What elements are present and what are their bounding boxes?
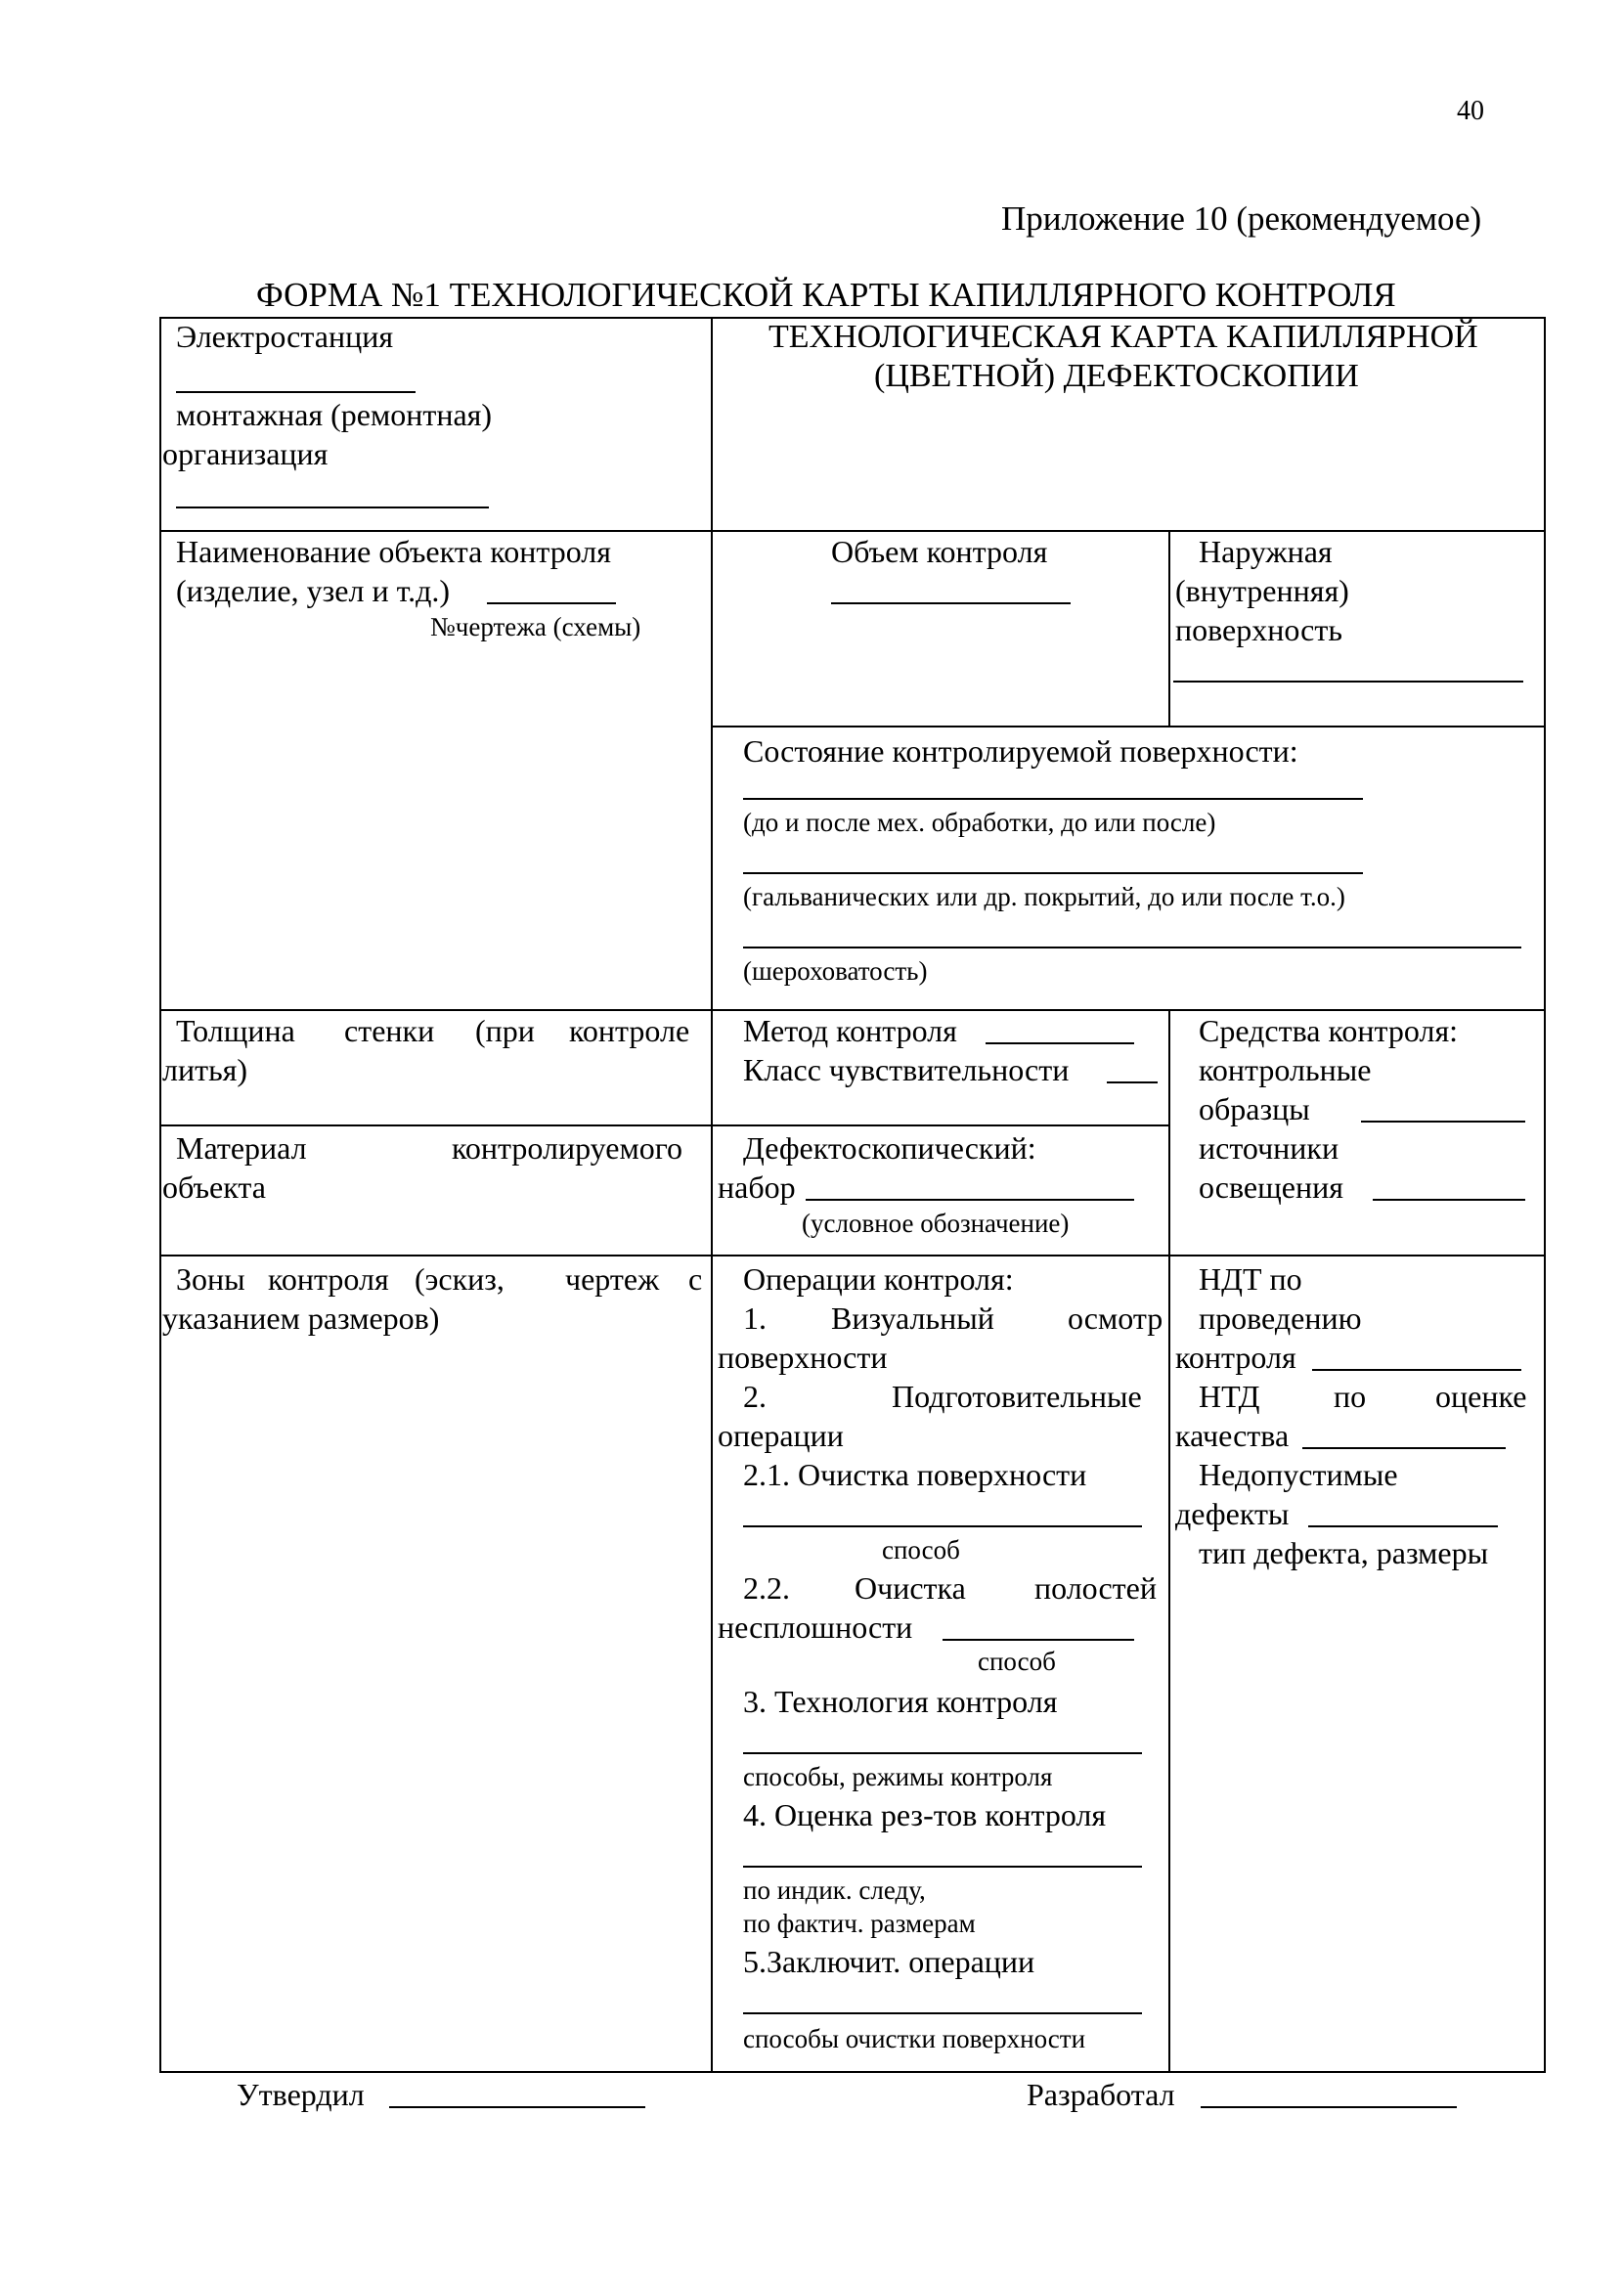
appendix-label: Приложение 10 (рекомендуемое) xyxy=(1001,199,1482,238)
op22-note: способ xyxy=(978,1647,1056,1676)
thickness-word-4: контроле xyxy=(569,1013,690,1048)
approved-signature-field[interactable] xyxy=(389,2106,645,2108)
operations-title: Операции контроля: xyxy=(743,1261,1014,1297)
method-field[interactable] xyxy=(986,1042,1134,1044)
thickness-word-1: Толщина xyxy=(176,1013,295,1048)
zones-word-4: чертеж xyxy=(565,1261,660,1297)
op1-number: 1. xyxy=(743,1300,767,1336)
op22-number: 2.2. xyxy=(743,1570,790,1606)
means-line-3: образцы xyxy=(1199,1091,1310,1126)
op22-field[interactable] xyxy=(943,1639,1134,1641)
op3-note: способы, режимы контроля xyxy=(743,1762,1053,1791)
ntd-word-2: по xyxy=(1334,1379,1367,1414)
material-word-2: контролируемого xyxy=(452,1130,683,1166)
volume-field[interactable] xyxy=(831,602,1071,604)
op4-note-1: по индик. следу, xyxy=(743,1875,926,1905)
org-field[interactable] xyxy=(176,507,489,508)
zones-word-2: контроля xyxy=(268,1261,389,1297)
zones-line-2: указанием размеров) xyxy=(162,1300,440,1336)
card-title-line2: (ЦВЕТНОЙ) ДЕФЕКТОСКОПИИ xyxy=(874,358,1359,394)
op3-label: 3. Технология контроля xyxy=(743,1684,1058,1719)
thickness-word-2: стенки xyxy=(344,1013,435,1048)
means-line-4: источники xyxy=(1199,1130,1339,1166)
kit-label: Дефектоскопический: xyxy=(743,1130,1036,1166)
ndt-field-3[interactable] xyxy=(1308,1525,1498,1527)
developed-label: Разработал xyxy=(1027,2077,1175,2112)
condition-label: Состояние контролируемой поверхности: xyxy=(743,733,1298,769)
condition-field-3[interactable] xyxy=(743,947,1521,948)
op1-word-1: Визуальный xyxy=(831,1300,994,1336)
condition-note-3: (шероховатость) xyxy=(743,956,928,986)
station-field[interactable] xyxy=(176,391,416,393)
approved-label: Утвердил xyxy=(237,2077,365,2112)
surface-field[interactable] xyxy=(1173,681,1523,683)
object-label-line1: Наименование объекта контроля xyxy=(176,534,611,569)
condition-field-1[interactable] xyxy=(743,798,1363,800)
op2-line-2: операции xyxy=(718,1418,844,1453)
ndt-field-2[interactable] xyxy=(1302,1447,1506,1449)
samples-field[interactable] xyxy=(1361,1121,1525,1123)
op5-label: 5.Заключит. операции xyxy=(743,1944,1035,1979)
material-word-1: Материал xyxy=(176,1130,307,1166)
surface-label-line2: (внутренняя) xyxy=(1175,573,1349,608)
condition-note-1: (до и после мех. обработки, до или после) xyxy=(743,808,1216,837)
volume-label: Объем контроля xyxy=(831,534,1048,569)
lighting-field[interactable] xyxy=(1373,1199,1525,1201)
op1-line-2: поверхности xyxy=(718,1340,888,1375)
ndt-line-5: качества xyxy=(1175,1418,1290,1453)
op2-word: Подготовительные xyxy=(892,1379,1142,1414)
ntd-word-3: оценке xyxy=(1435,1379,1527,1414)
method-label: Метод контроля xyxy=(743,1013,957,1048)
op4-field[interactable] xyxy=(743,1866,1142,1868)
op5-note: способы очистки поверхности xyxy=(743,2024,1086,2053)
station-label: Электростанция xyxy=(176,319,394,354)
ndt-line-8: тип дефекта, размеры xyxy=(1199,1535,1489,1570)
kit-field[interactable] xyxy=(806,1199,1134,1201)
op22-word-1: Очистка xyxy=(855,1570,966,1606)
ntd-word-1: НТД xyxy=(1199,1379,1260,1414)
material-line-2: объекта xyxy=(162,1169,266,1205)
zones-word-1: Зоны xyxy=(176,1261,245,1297)
op4-label: 4. Оценка рез-тов контроля xyxy=(743,1797,1107,1832)
ndt-line-7: дефекты xyxy=(1175,1496,1290,1531)
sensitivity-field[interactable] xyxy=(1107,1081,1158,1083)
surface-label-line3: поверхность xyxy=(1175,612,1342,647)
object-label-line2: (изделие, узел и т.д.) xyxy=(176,573,451,608)
card-title-line1: ТЕХНОЛОГИЧЕСКАЯ КАРТА КАПИЛЛЯРНОЙ xyxy=(768,319,1478,355)
op21-label: 2.1. Очистка поверхности xyxy=(743,1457,1087,1492)
developed-signature-field[interactable] xyxy=(1201,2106,1457,2108)
op1-word-2: осмотр xyxy=(1068,1300,1163,1336)
op21-note: способ xyxy=(882,1535,960,1565)
means-label: Средства контроля: xyxy=(1199,1013,1459,1048)
ndt-line-1: НДТ по xyxy=(1199,1261,1302,1297)
means-line-5: освещения xyxy=(1199,1169,1343,1205)
ndt-line-3: контроля xyxy=(1175,1340,1296,1375)
op22-line-2: несплошности xyxy=(718,1609,913,1645)
zones-word-5: с xyxy=(688,1261,703,1297)
org-label-line1: монтажная (ремонтная) xyxy=(176,397,493,432)
ndt-field-1[interactable] xyxy=(1312,1369,1521,1371)
thickness-word-3: (при xyxy=(475,1013,535,1048)
form-title: ФОРМА №1 ТЕХНОЛОГИЧЕСКОЙ КАРТЫ КАПИЛЛЯРНОГО КОНТРОЛЯ xyxy=(256,276,1396,314)
surface-label-line1: Наружная xyxy=(1199,534,1333,569)
drawing-number-label: №чертежа (схемы) xyxy=(430,612,641,641)
op21-field[interactable] xyxy=(743,1525,1142,1527)
op2-number: 2. xyxy=(743,1379,767,1414)
means-line-2: контрольные xyxy=(1199,1052,1372,1087)
org-label-line2: организация xyxy=(162,436,329,471)
thickness-line-2: литья) xyxy=(162,1052,248,1087)
op22-word-2: полостей xyxy=(1034,1570,1157,1606)
condition-field-2[interactable] xyxy=(743,872,1363,874)
object-field[interactable] xyxy=(487,602,616,604)
page-number: 40 xyxy=(1457,96,1484,126)
sensitivity-label: Класс чувствительности xyxy=(743,1052,1070,1087)
op3-field[interactable] xyxy=(743,1752,1142,1754)
kit-line-2: набор xyxy=(718,1169,796,1205)
condition-note-2: (гальванических или др. покрытий, до или после т.о.) xyxy=(743,882,1345,911)
ndt-line-2: проведению xyxy=(1199,1300,1362,1336)
zones-word-3: (эскиз, xyxy=(415,1261,505,1297)
ndt-line-6: Недопустимые xyxy=(1199,1457,1398,1492)
op5-field[interactable] xyxy=(743,2012,1142,2014)
kit-note: (условное обозначение) xyxy=(802,1209,1070,1238)
op4-note-2: по фактич. размерам xyxy=(743,1909,976,1938)
